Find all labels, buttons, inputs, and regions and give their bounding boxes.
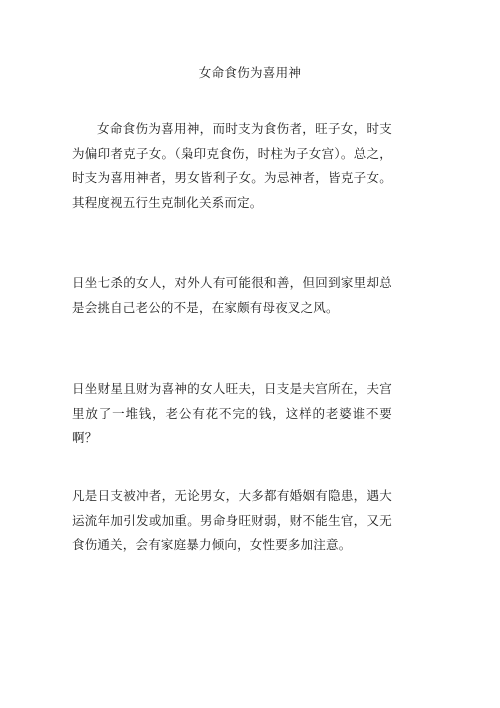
paragraph-3: 日坐财星且财为喜神的女人旺夫，日支是夫宫所在，夫宫里放了一堆钱，老公有花不完的钱，这样的老婆谁不要啊？ xyxy=(72,381,392,445)
paragraph-1: 女命食伤为喜用神，而时支为食伤者，旺子女，时支为偏印者克子女。（枭印克食伤，时柱为子女宫）。总之，时支为喜用神者，男女皆利子女。为忌神者，皆克子女。其程度视五行生克制化关系而定。 xyxy=(72,121,392,210)
paragraph-4: 凡是日支被冲者，无论男女，大多都有婚姻有隐患，遇大运流年加引发或加重。男命身旺财弱，财不能生官，又无食伤通关，会有家庭暴力倾向，女性要多加注意。 xyxy=(72,488,392,552)
page-title: 女命食伤为喜用神 xyxy=(198,65,302,80)
paragraph-2: 日坐七杀的女人，对外人有可能很和善，但回到家里却总是会挑自己老公的不是，在家颇有母夜叉之风。 xyxy=(72,275,392,315)
